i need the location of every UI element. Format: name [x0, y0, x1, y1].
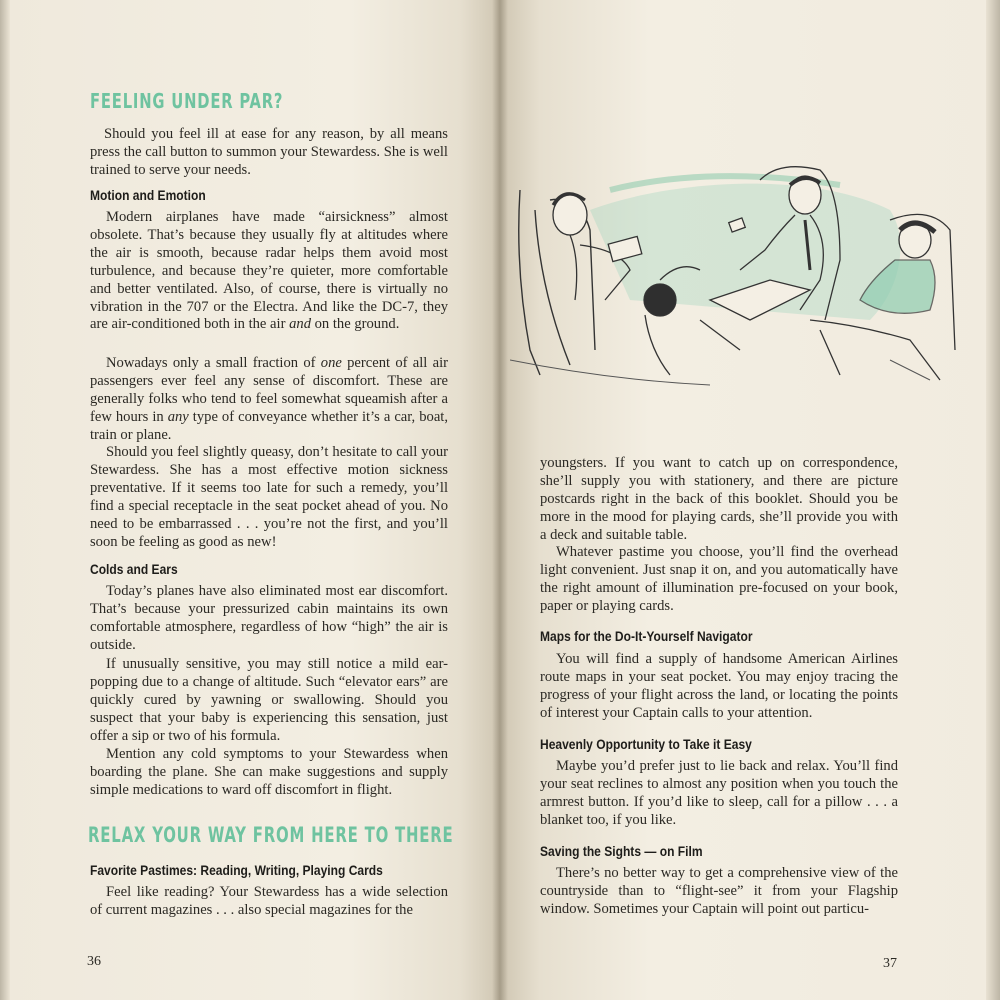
page-number-left: 36 [87, 954, 101, 969]
saving-sights-heading: Saving the Sights — on Film [540, 843, 703, 859]
page-edge-left [0, 0, 10, 1000]
colds-paragraph-3: Mention any cold symptoms to your Stewardess when boarding the plane. She can make suggestions and supply simple medications to ward off discomfort in flight. [90, 746, 448, 798]
colds-paragraph-1: Today’s planes have also eliminated most ear discomfort. That’s because your pressurized cabin maintains its own comfortable atmosphere, regardless of how “high” the air is outside. [90, 583, 448, 653]
page-number-right: 37 [883, 956, 897, 971]
take-it-easy-heading: Heavenly Opportunity to Take it Easy [540, 736, 752, 752]
feeling-under-par-title: FEELING UNDER PAR? [90, 89, 284, 113]
cabin-passengers-illustration [510, 150, 960, 390]
continued-paragraph-1: youngsters. If you want to catch up on correspondence, she’ll supply you with stationery, and there are picture postcards right in the back of this booklet. Should you be more in the mood for playing cards, she’ll provide you with a deck and suitable table. [540, 455, 898, 543]
continued-paragraph-2: Whatever pastime you choose, you’ll find the overhead light convenient. Just snap it on, and you automatically have the right amount of illumination pre-focused on your book, paper or playing cards. [540, 544, 898, 614]
motion-paragraph-2: Nowadays only a small fraction of one percent of all air passengers ever feel any sense of discomfort. These are generally folks who tend to feel somewhat squeamish after a few hours in any type of conveyance whether it’s a car, boat, train or plane. [90, 355, 448, 443]
maps-paragraph: You will find a supply of handsome American Airlines route maps in your seat pocket. You may enjoy tracing the progress of your flight across the land, or locating the points of interest your Captain calls to your attention. [540, 651, 898, 721]
relax-your-way-title: RELAX YOUR WAY FROM HERE TO THERE [88, 823, 454, 847]
colds-paragraph-2: If unusually sensitive, you may still notice a mild ear-popping due to a change of altitude. Such “elevator ears” are quickly cured by yawning or swallowing. Should you suspect that your baby is experiencing this sensation, just offer a sip or two of his formula. [90, 656, 448, 744]
page-edge-right [986, 0, 1000, 1000]
intro-paragraph: Should you feel ill at ease for any reason, by all means press the call button to summon your Stewardess. She is well trained to serve your needs. [90, 126, 448, 178]
maps-navigator-heading: Maps for the Do-It-Yourself Navigator [540, 628, 753, 644]
motion-and-emotion-heading: Motion and Emotion [90, 187, 206, 203]
colds-and-ears-heading: Colds and Ears [90, 561, 178, 577]
take-it-easy-paragraph: Maybe you’d prefer just to lie back and relax. You’ll find your seat reclines to almost any position when you touch the armrest button. If you’d like to sleep, call for a pillow . . . a blanket too, if you like. [540, 758, 898, 828]
right-page [500, 0, 1000, 1000]
motion-paragraph-3: Should you feel slightly queasy, don’t hesitate to call your Stewardess. She has a most effective motion sickness preventative. If it seems too late for such a remedy, you’ll find a special receptacle in the seat pocket ahead of you. No need to be embarrassed . . . you’re not the first, and you’ll soon be feeling as good as new! [90, 444, 448, 550]
book-gutter [492, 0, 508, 1000]
pastimes-paragraph-1: Feel like reading? Your Stewardess has a wide selection of current magazines . . . also special magazines for the [90, 884, 448, 918]
saving-sights-paragraph: There’s no better way to get a comprehensive view of the countryside than to “flight-see” it from your Flagship window. Sometimes your Captain will point out particu- [540, 865, 898, 917]
motion-paragraph-1: Modern airplanes have made “airsickness” almost obsolete. That’s because they usually fly at altitudes where the air is smooth, because radar helps them avoid most turbulence, and because they’re quieter, more comfortable and better ventilated. Also, of course, there is virtually no vibration in the 707 or the Electra. And like the DC-7, they are air-conditioned both in the air and on the ground. [90, 209, 448, 333]
favorite-pastimes-heading: Favorite Pastimes: Reading, Writing, Playing Cards [90, 862, 383, 878]
